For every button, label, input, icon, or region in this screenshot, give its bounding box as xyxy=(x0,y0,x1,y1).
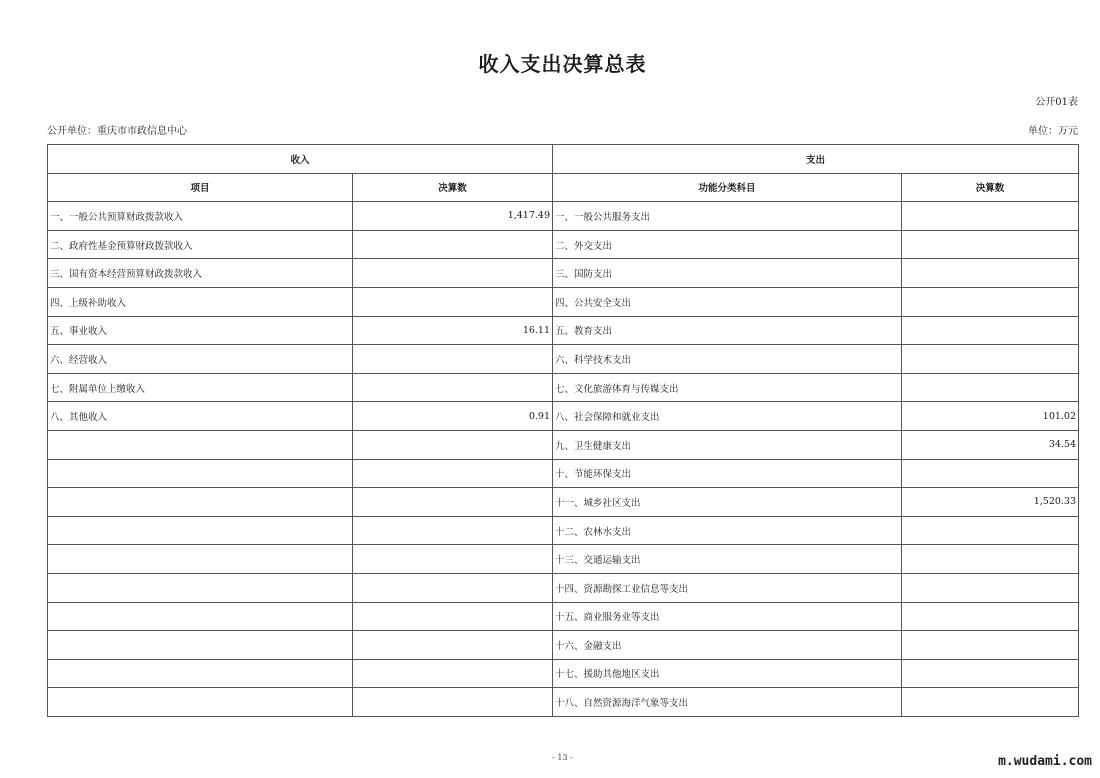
expense-category-cell: 十一、城乡社区支出 xyxy=(553,488,902,517)
income-item-cell xyxy=(48,631,353,660)
income-item-cell xyxy=(48,459,353,488)
expense-amount-cell xyxy=(902,688,1079,717)
expense-category-cell: 八、社会保障和就业支出 xyxy=(553,402,902,431)
expense-amount-cell xyxy=(902,631,1079,660)
income-amount-cell xyxy=(353,545,553,574)
table-row xyxy=(48,688,1079,717)
table-row xyxy=(48,230,1079,259)
expense-category-cell: 一、一般公共服务支出 xyxy=(553,202,902,231)
table-row xyxy=(48,430,1079,459)
income-item-cell xyxy=(48,573,353,602)
expense-amount-cell xyxy=(902,373,1079,402)
expense-category-cell: 五、教育支出 xyxy=(553,316,902,345)
page-title: 收入支出决算总表 xyxy=(478,52,647,76)
expense-amount-cell xyxy=(902,345,1079,374)
table-row xyxy=(48,402,1079,431)
expense-amount-header: 决算数 xyxy=(902,173,1079,202)
currency-unit: 单位：万元 xyxy=(1028,126,1078,137)
income-item-cell: 三、国有资本经营预算财政拨款收入 xyxy=(48,259,353,288)
income-item-cell: 八、其他收入 xyxy=(48,402,353,431)
expense-amount-cell xyxy=(902,316,1079,345)
table-row xyxy=(48,659,1079,688)
income-amount-cell xyxy=(353,659,553,688)
expense-category-cell: 四、公共安全支出 xyxy=(553,287,902,316)
table-row xyxy=(48,602,1079,631)
expense-amount-cell xyxy=(902,459,1079,488)
expense-category-cell: 十三、交通运输支出 xyxy=(553,545,902,574)
income-group-header: 收入 xyxy=(48,145,553,174)
income-amount-cell xyxy=(353,573,553,602)
income-amount-cell xyxy=(353,688,553,717)
income-item-cell xyxy=(48,688,353,717)
income-item-cell: 五、事业收入 xyxy=(48,316,353,345)
income-amount-cell xyxy=(353,631,553,660)
expense-category-cell: 七、文化旅游体育与传媒支出 xyxy=(553,373,902,402)
table-row xyxy=(48,573,1079,602)
expense-category-cell: 九、卫生健康支出 xyxy=(553,430,902,459)
income-item-cell xyxy=(48,516,353,545)
expense-category-cell: 六、科学技术支出 xyxy=(553,345,902,374)
table-row xyxy=(48,631,1079,660)
column-header-row xyxy=(48,173,1079,202)
publishing-unit: 公开单位：重庆市市政信息中心 xyxy=(47,126,187,137)
income-amount-cell xyxy=(353,430,553,459)
expense-category-cell: 十、节能环保支出 xyxy=(553,459,902,488)
expense-amount-cell: 1,520.33 xyxy=(902,488,1079,517)
income-amount-cell xyxy=(353,373,553,402)
expense-amount-cell: 34.54 xyxy=(902,430,1079,459)
expense-amount-cell xyxy=(902,602,1079,631)
income-amount-cell: 16.11 xyxy=(353,316,553,345)
income-item-cell: 六、经营收入 xyxy=(48,345,353,374)
watermark: m.wudami.com xyxy=(998,754,1092,769)
expense-amount-cell xyxy=(902,202,1079,231)
expense-amount-cell xyxy=(902,287,1079,316)
income-item-cell xyxy=(48,545,353,574)
income-amount-header: 决算数 xyxy=(353,173,553,202)
form-number: 公开01表 xyxy=(1035,97,1078,108)
income-amount-cell xyxy=(353,459,553,488)
expense-category-header: 功能分类科目 xyxy=(553,173,902,202)
income-amount-cell xyxy=(353,488,553,517)
expense-amount-cell xyxy=(902,545,1079,574)
expense-amount-cell xyxy=(902,659,1079,688)
income-amount-cell xyxy=(353,345,553,374)
expense-amount-cell xyxy=(902,259,1079,288)
page-number: - 13 - xyxy=(552,753,573,762)
table-row xyxy=(48,202,1079,231)
income-amount-cell: 0.91 xyxy=(353,402,553,431)
expense-amount-cell xyxy=(902,230,1079,259)
expense-category-cell: 二、外交支出 xyxy=(553,230,902,259)
income-amount-cell xyxy=(353,230,553,259)
income-amount-cell xyxy=(353,602,553,631)
table-row xyxy=(48,345,1079,374)
income-item-cell: 二、政府性基金预算财政拨款收入 xyxy=(48,230,353,259)
expense-amount-cell: 101.02 xyxy=(902,402,1079,431)
income-item-cell: 一、一般公共预算财政拨款收入 xyxy=(48,202,353,231)
income-item-cell: 七、附属单位上缴收入 xyxy=(48,373,353,402)
table-row xyxy=(48,459,1079,488)
expense-category-cell: 十五、商业服务业等支出 xyxy=(553,602,902,631)
table-row xyxy=(48,488,1079,517)
expense-amount-cell xyxy=(902,516,1079,545)
table-row xyxy=(48,259,1079,288)
expense-category-cell: 十七、援助其他地区支出 xyxy=(553,659,902,688)
expense-group-header: 支出 xyxy=(553,145,1079,174)
income-amount-cell xyxy=(353,259,553,288)
expense-category-cell: 三、国防支出 xyxy=(553,259,902,288)
income-amount-cell: 1,417.49 xyxy=(353,202,553,231)
income-item-cell: 四、上级补助收入 xyxy=(48,287,353,316)
expense-category-cell: 十六、金融支出 xyxy=(553,631,902,660)
expense-category-cell: 十八、自然资源海洋气象等支出 xyxy=(553,688,902,717)
income-item-cell xyxy=(48,659,353,688)
expense-category-cell: 十四、资源勘探工业信息等支出 xyxy=(553,573,902,602)
expense-category-cell: 十二、农林水支出 xyxy=(553,516,902,545)
income-item-cell xyxy=(48,602,353,631)
table-row xyxy=(48,516,1079,545)
income-item-cell xyxy=(48,488,353,517)
income-item-cell xyxy=(48,430,353,459)
income-amount-cell xyxy=(353,287,553,316)
table-row xyxy=(48,373,1079,402)
expense-amount-cell xyxy=(902,573,1079,602)
income-amount-cell xyxy=(353,516,553,545)
table-row xyxy=(48,316,1079,345)
table-row xyxy=(48,287,1079,316)
budget-summary-table xyxy=(47,144,1079,717)
income-item-header: 项目 xyxy=(48,173,353,202)
group-header-row xyxy=(48,145,1079,174)
table-row xyxy=(48,545,1079,574)
